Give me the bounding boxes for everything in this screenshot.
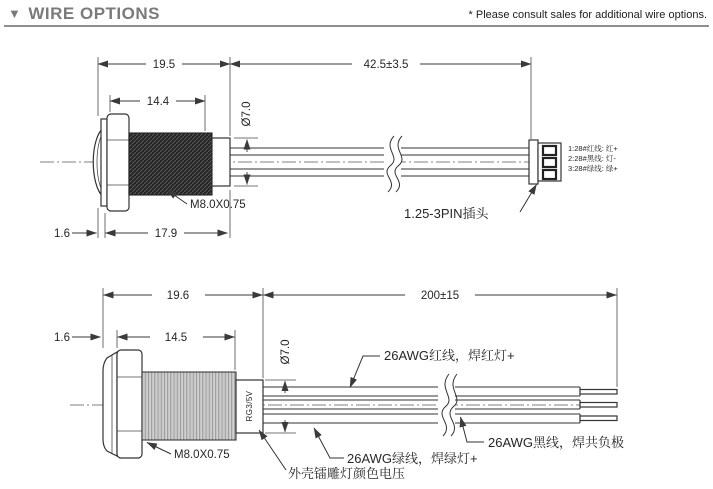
- wire-red-label: 26AWG红线，焊红灯+: [384, 348, 515, 363]
- pinout-line-1: 1:28#红线: 红+: [568, 144, 618, 153]
- rear-cylinder: [212, 138, 230, 186]
- dim-wire-bottom: 200±15: [420, 290, 460, 302]
- connector-label: 1.25-3PIN插头: [404, 206, 489, 221]
- dim-bezel-top: 1.6: [54, 228, 70, 240]
- threaded-body: [142, 372, 236, 440]
- dim-wire-top: 42.5±3.5: [363, 59, 409, 71]
- bezel-flange: [101, 119, 107, 206]
- bottom-drawing: [54, 288, 624, 481]
- wire-tip-black: [580, 403, 617, 408]
- header-note: * Please consult sales for additional wire options.: [468, 9, 707, 21]
- dim-overall-top: 19.5: [152, 59, 176, 71]
- dim-bezel-bottom: 1.6: [54, 332, 70, 344]
- dim-dia-top: Ø7.0: [241, 101, 253, 127]
- section-title: WIRE OPTIONS: [28, 4, 160, 23]
- hex-nut: [117, 350, 142, 458]
- dim-body-top: 17.9: [154, 228, 178, 240]
- dim-dia-bottom: Ø7.0: [280, 339, 292, 365]
- wire-tip-green: [580, 416, 617, 421]
- dim-front-bottom: 19.6: [166, 290, 190, 302]
- thread-spec-label-top: M8.0X0.75: [190, 199, 246, 211]
- section-marker-icon: ▼: [8, 6, 22, 21]
- hex-nut: [107, 114, 129, 211]
- threaded-body: [129, 133, 212, 195]
- flat-head: [103, 352, 117, 456]
- thread-spec-label-bottom: M8.0X0.75: [174, 449, 230, 461]
- pin-connector: [529, 140, 561, 184]
- dim-thread-top: 14.4: [146, 96, 170, 108]
- housing-marking: RG3/5V: [245, 390, 254, 422]
- wire-tip-red: [580, 390, 617, 395]
- pinout-line-3: 3:28#绿线: 绿+: [568, 164, 618, 173]
- top-device: [93, 114, 561, 211]
- wire-green-label: 26AWG绿线，焊绿灯+: [347, 451, 478, 466]
- pinout-line-2: 2:28#黑线: 灯-: [568, 154, 616, 163]
- housing-note: 外壳镭雕灯颜色电压: [288, 466, 406, 481]
- wire-black-label: 26AWG黑线，焊共负极: [488, 435, 625, 450]
- top-drawing: [40, 57, 618, 240]
- dim-thread-bottom: 14.5: [164, 332, 188, 344]
